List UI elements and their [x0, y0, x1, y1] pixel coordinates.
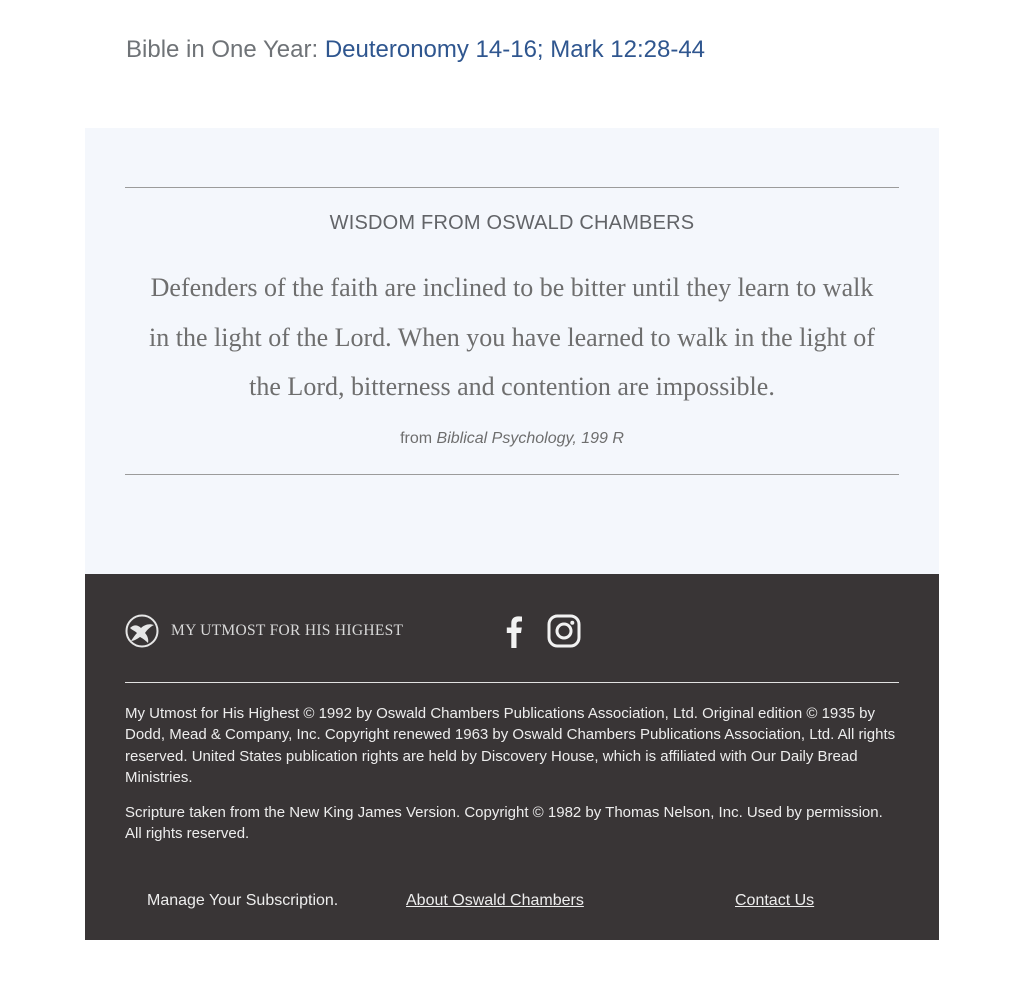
wisdom-source-prefix: from: [400, 430, 437, 447]
manage-subscription-link[interactable]: Manage Your Subscription.: [147, 892, 339, 909]
wisdom-source: [85, 430, 939, 448]
footer-scripture-notice: Scripture taken from the New King James Version. Copyright © 1982 by Thomas Nelson, Inc. Used by permission. All rights reserved.: [125, 804, 883, 843]
wisdom-section: [85, 128, 939, 574]
footer-divider: [125, 682, 899, 683]
footer-brand[interactable]: [125, 614, 403, 648]
wisdom-top-divider: [125, 187, 899, 188]
instagram-icon[interactable]: [546, 613, 582, 649]
footer: [85, 574, 939, 940]
bible-passages-link[interactable]: Deuteronomy 14-16; Mark 12:28-44: [324, 36, 706, 63]
contact-us-link[interactable]: Contact Us: [735, 892, 815, 909]
bible-in-one-year: [126, 34, 705, 66]
footer-brand-name: MY UTMOST FOR HIS HIGHEST: [171, 622, 404, 639]
wisdom-source-book: Biblical Psychology, 199 R: [436, 430, 624, 447]
footer-copyright: My Utmost for His Highest © 1992 by Oswald Chambers Publications Association, Ltd. Original edition © 1935 by Dodd, Mead & Company, Inc. Copyright renewed 1963 by Oswald Chambers Publications Association, Ltd. All rights reserved. United States publication rights are held by Discovery House, which is affiliated with Our Daily Bread Ministries.: [125, 705, 896, 786]
wisdom-heading: WISDOM FROM OSWALD CHAMBERS: [329, 212, 695, 234]
wisdom-bottom-divider: [125, 474, 899, 475]
wisdom-quote: Defenders of the faith are inclined to be bitter until they learn to walk in the light of the Lord. When you have learned to walk in the light of the Lord, bitterness and contention are impossible.: [149, 273, 875, 401]
about-oswald-chambers-link[interactable]: About Oswald Chambers: [406, 892, 584, 909]
facebook-icon[interactable]: [502, 613, 524, 649]
bible-in-one-year-label: Bible in One Year:: [126, 36, 325, 63]
globe-bird-logo-icon: [125, 614, 159, 648]
